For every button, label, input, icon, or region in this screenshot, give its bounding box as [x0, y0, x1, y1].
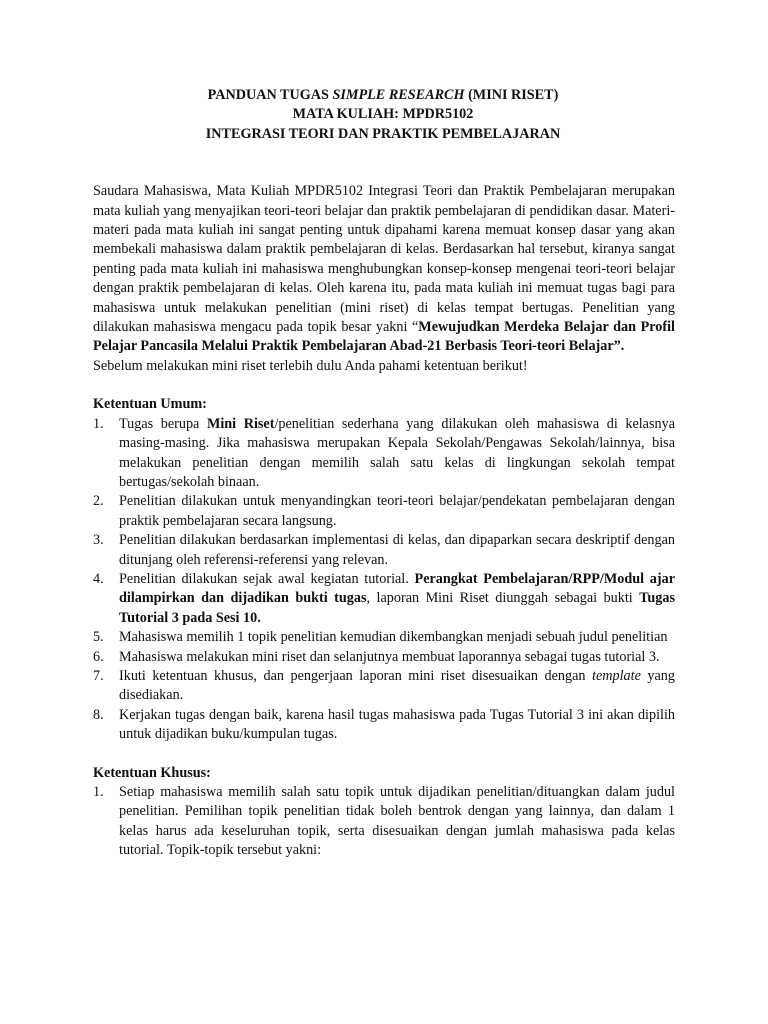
title-line-3: INTEGRASI TEORI DAN PRAKTIK PEMBELAJARAN — [205, 125, 561, 142]
list-item: 2. Penelitian dilakukan untuk menyandingkan teori-teori belajar/pendekatan pembelajaran dengan praktik pembelajaran secara langsung. — [93, 493, 675, 529]
title-line-2: MATA KULIAH: MPDR5102 — [292, 106, 474, 123]
document-title — [91, 86, 675, 144]
ketentuan-khusus-heading: Ketentuan Khusus: — [93, 764, 211, 781]
title-line-1: PANDUAN TUGAS SIMPLE RESEARCH (MINI RISET) — [207, 87, 559, 103]
ketentuan-khusus-list — [93, 783, 675, 861]
list-item: 8. Kerjakan tugas dengan baik, karena hasil tugas mahasiswa pada Tugas Tutorial 3 ini akan dipilih untuk dijadikan buku/kumpulan tugas. — [93, 706, 675, 743]
list-item: 7. Ikuti ketentuan khusus, dan pengerjaan laporan mini riset disesuaikan dengan template yang disediakan. — [93, 667, 675, 704]
ketentuan-umum-list — [93, 415, 675, 745]
list-item: 1. Setiap mahasiswa memilih salah satu topik untuk dijadikan penelitian/dituangkan dalam judul penelitian. Pemilihan topik penelitian tidak boleh bentrok dengan yang lainnya, dan dalam 1 kelas harus ada keseluruhan topik, serta disesuaikan dengan jumlah mahasiswa pada kelas tutorial. Topik-topik tersebut yakni: — [93, 784, 675, 859]
list-item: 1. Tugas berupa Mini Riset/penelitian sederhana yang dilakukan oleh mahasiswa di kelasnya masing-masing. Jika mahasiswa merupakan Kepala Sekolah/Pengawas Sekolah/lainnya, bisa melakukan penelitian dengan memilih salah satu kelas di lingkungan sekolah tempat bertugas/sekolah binaan. — [93, 415, 675, 490]
intro-instruction: Sebelum melakukan mini riset terlebih dulu Anda pahami ketentuan berikut! — [93, 357, 528, 374]
list-item: 4. Penelitian dilakukan sejak awal kegiatan tutorial. Perangkat Pembelajaran/RPP/Modul ajar dilampirkan dan dijadikan bukti tugas, laporan Mini Riset diunggah sebagai bukti Tugas Tutorial 3 pada Sesi 10. — [93, 570, 676, 626]
intro-paragraph: Saudara Mahasiswa, Mata Kuliah MPDR5102 Integrasi Teori dan Praktik Pembelajaran merupakan mata kuliah yang menyajikan teori-teori belajar dan praktik pembelajaran di pendidikan dasar. Materi-materi pada mata kuliah ini sangat penting untuk dipahami karena memuat konsep dasar yang akan membekali mahasiswa dalam praktik pembelajaran di kelas. Berdasarkan hal tersebut, kiranya sangat penting pada mata kuliah ini mahasiswa menghubungkan konsep-konsep mengenai teori-teori belajar dengan praktik pembelajaran di kelas. Oleh karena itu, pada mata kuliah ini memuat tugas bagi para mahasiswa untuk melakukan penelitian (mini riset) di kelas tempat bertugas. Penelitian yang dilakukan mahasiswa mengacu pada topik besar yakni “Mewujudkan Merdeka Belajar dan Profil Pelajar Pancasila Melalui Praktik Pembelajaran Abad-21 Berbasis Teori-teori Belajar”. — [93, 183, 675, 355]
document-page — [93, 86, 675, 861]
intro-section — [93, 182, 675, 376]
list-item: 5. Mahasiswa memilih 1 topik penelitian kemudian dikembangkan menjadi sebuah judul penelitian — [93, 629, 668, 646]
list-item: 3. Penelitian dilakukan berdasarkan implementasi di kelas, dan dipaparkan secara deskriptif dengan ditunjang oleh referensi-referensi yang relevan. — [93, 532, 675, 568]
ketentuan-umum-heading: Ketentuan Umum: — [93, 396, 207, 413]
list-item: 6. Mahasiswa melakukan mini riset dan selanjutnya membuat laporannya sebagai tugas tutorial 3. — [93, 648, 660, 665]
